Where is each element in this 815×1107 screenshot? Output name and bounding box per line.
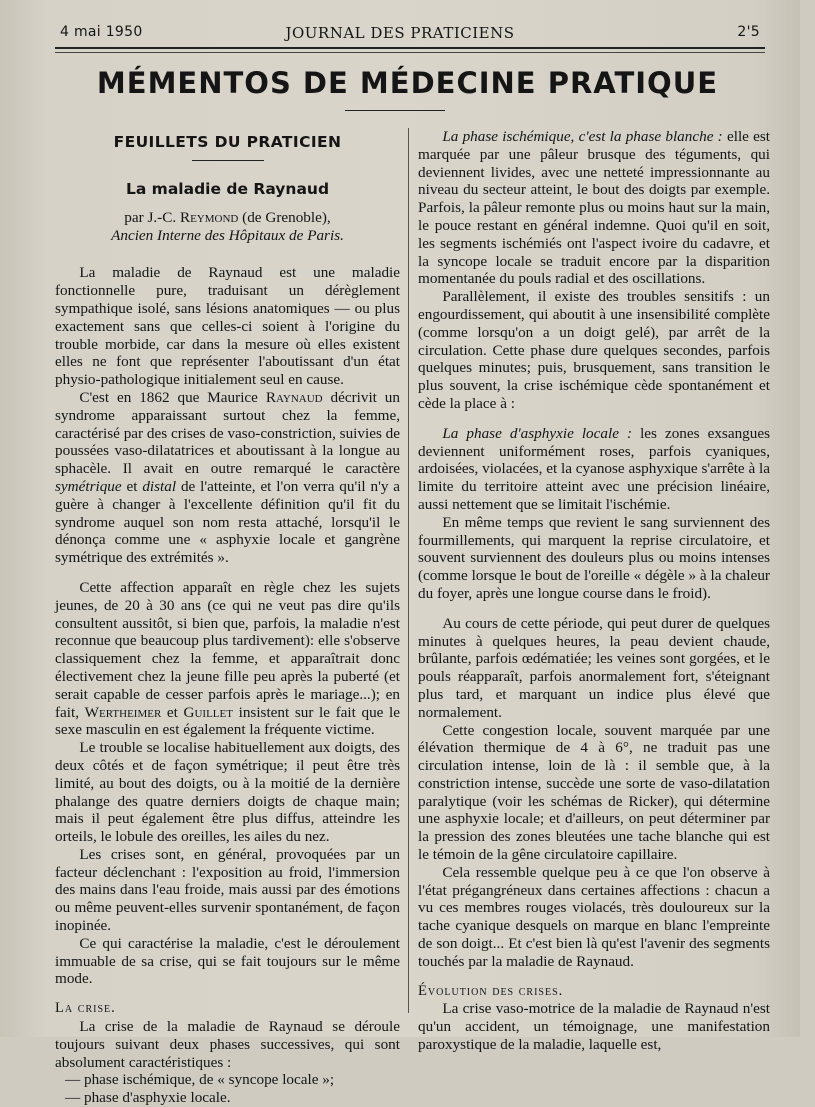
journal-name: JOURNAL DES PRATICIENS xyxy=(285,24,515,42)
author-name: Reymond xyxy=(179,208,239,226)
article-title: La maladie de Raynaud xyxy=(125,179,330,198)
right-column xyxy=(418,128,770,1054)
paragraph: La crise vaso-motrice de la maladie de Raynaud n'est qu'un accident, un témoignage, une manifestation paroxystique de la maladie, laquelle est, xyxy=(418,1000,770,1054)
paragraph: Cela ressemble quelque peu à ce que l'on observe à l'état prégangréneux dans certaines affections : chacun a vu ces membres rouges violacés, très douloureux sur la tache cyanique desquels on marque en blanc l'empreinte de son doigt... Et c'est bien là qu'est l'avenir des segments touchés par la maladie de Raynaud. xyxy=(418,863,770,970)
subheading: Évolution des crises. xyxy=(418,982,564,999)
emphasis: La phase ischémique, c'est la phase blanche : xyxy=(442,128,723,145)
emphasis: distal xyxy=(142,477,177,495)
emphasis: La phase d'asphyxie locale : xyxy=(442,424,633,442)
page-title: MÉMENTOS DE MÉDECINE PRATIQUE xyxy=(96,66,719,100)
issue-date: 4 mai 1950 xyxy=(60,24,143,40)
list-item: — phase d'asphyxie locale. xyxy=(65,1089,231,1107)
page-number: 2'5 xyxy=(737,24,760,40)
column-divider xyxy=(408,128,409,1013)
subheading: La crise. xyxy=(55,1000,116,1017)
byline xyxy=(55,209,400,227)
left-column xyxy=(55,128,400,1107)
list-item: — phase ischémique, de « syncope locale »; xyxy=(65,1071,335,1089)
paragraph: En même temps que revient le sang surviennent des fourmillements, qui marquent la reprise circulatoire, et souvent surviennent des douleurs plus ou moins intenses (comme lorsque le bout de l'oreille « dégèle » à la chaleur du foyer, après une longue course dans le froid). xyxy=(418,513,770,602)
paragraph: Les crises sont, en général, provoquées par un facteur déclenchant : l'exposition au froid, l'immersion des mains dans l'eau froide, mais aussi par des émotions ou même peuvent-elles survenir spontanément, de façon inopinée. xyxy=(55,845,400,935)
paragraph: La phase d'asphyxie locale : les zones exsangues deviennent uniformément roses, parfois cyaniques, ardoisées, violacées, et la cyanose asphyxique s'arrête à la limite du territoire atteint avec une précision linéaire, aussi nettement que se limitait l'ischémie. xyxy=(418,424,771,513)
paragraph: La crise de la maladie de Raynaud se déroule toujours suivant deux phases successives, qui sont absolument caractéristiques : xyxy=(55,1018,400,1071)
person-name: Guillet xyxy=(183,703,233,721)
person-name: Raynaud xyxy=(265,388,323,406)
paragraph: Cette congestion locale, souvent marquée par une élévation thermique de 4 à 6°, ne traduit pas une circulation intense, loin de là : il semble que, à la constriction intense, succède une sorte de vaso-dilatation paralytique (voir les schémas de Ricker), qui détermine une asphyxie locale; et d'ailleurs, on peut déterminer par la pression des zones bleutées une tache blanche qui est le témoin de la gêne circulatoire capillaire. xyxy=(418,721,770,864)
paragraph: La maladie de Raynaud est une maladie fonctionnelle pure, traduisant un dérèglement sympathique isolé, sans lésions anatomiques — ou plus exactement sans que celles-ci soient à l'origine du trouble morbide, car dans la mesure où elles existent elles ne font que représenter l'aboutissant d'un état physio-pathologique initialement seul en cause. xyxy=(55,264,400,389)
section-heading: FEUILLETS DU PRATICIEN xyxy=(113,133,342,151)
paragraph: La phase ischémique, c'est la phase blanche : elle est marquée par une pâleur brusque des téguments, qui deviennent livides, avec une netteté impressionnante au niveau du secteur atteint, le bout des doigts par exemple. Parfois, la pâleur remonte plus ou moins haut sur la main, le pouce restant en général indemne. Quoi qu'il en soit, les segments ischémiés ont l'aspect ivoire du cadavre, et la syncope locale se traduit encore par la disparition momentanée du pouls radial et des oscillations. xyxy=(418,128,771,288)
author-location: (de Grenoble), xyxy=(242,208,331,226)
header-rule-thin xyxy=(55,52,765,53)
emphasis: symétrique xyxy=(55,477,122,495)
byline-prefix: par J.-C. xyxy=(124,208,177,226)
paragraph: C'est en 1862 que Maurice Raynaud décrivit un syndrome apparaissant surtout chez la femme, caractérisé par des crises de vaso-constriction, suivies de poussées vaso-dilatatrices et aboutissant à la longue au sphacèle. Il avait en outre remarqué le caractère symétrique et distal de l'atteinte, et l'on verra qu'il n'y a guère à changer à l'excellente définition qu'il fit du syndrome auquel son nom resta attaché, lorsqu'il le dénonça comme une « asphyxie locale et gangrène symétrique des extrémités ». xyxy=(55,388,401,567)
paragraph: Le trouble se localise habituellement aux doigts, des deux côtés et de façon symétrique; il peut être très limité, au bout des doigts, ou à la moitié de la dernière phalange des quatre derniers doigts de chaque main; mais il peut également être plus diffus, atteindre les orteils, le lobule des oreilles, les ailes du nez. xyxy=(55,739,400,846)
paragraph: Au cours de cette période, qui peut durer de quelques minutes à quelques heures, la peau devient chaude, brûlante, parfois œdématiée; les veines sont gorgées, et le pouls réapparaît, parfois anormalement fort, s'éteignant plus tard, et marquant un indice plus élevé que normalement. xyxy=(418,614,770,721)
header-rule xyxy=(55,47,765,49)
paragraph: Parallèlement, il existe des troubles sensitifs : un engourdissement, qui aboutit à une insensibilité complète (comme lorsqu'on a un doigt gelé), par arrêt de la circulation. Cette phase dure quelques secondes, parfois quelques minutes; puis, brusquement, sans transition le plus souvent, la crise ischémique cède spontanément et cède la place à : xyxy=(418,288,770,412)
title-rule xyxy=(345,110,445,111)
paragraph: Ce qui caractérise la maladie, c'est le déroulement immuable de sa crise, qui se fait toujours sur le même mode. xyxy=(55,934,400,988)
section-rule xyxy=(192,160,264,161)
paragraph: Cette affection apparaît en règle chez les sujets jeunes, de 20 à 30 ans (ce qui ne veut pas dire qu'ils consultent aussitôt, si bien que, parfois, la maladie n'est reconnue que beaucoup plus tardivement): elle s'observe classiquement chez la femme, et apparaîtrait donc électivement chez la jeune fille peu après la puberté (et serait capable de cesser parfois après le mariage...); en fait, Wertheimer et Guillet insistent sur le fait que le sexe masculin en est également la fréquente victime. xyxy=(55,578,400,739)
person-name: Wertheimer xyxy=(84,703,162,721)
author-affiliation: Ancien Interne des Hôpitaux de Paris. xyxy=(111,226,344,244)
